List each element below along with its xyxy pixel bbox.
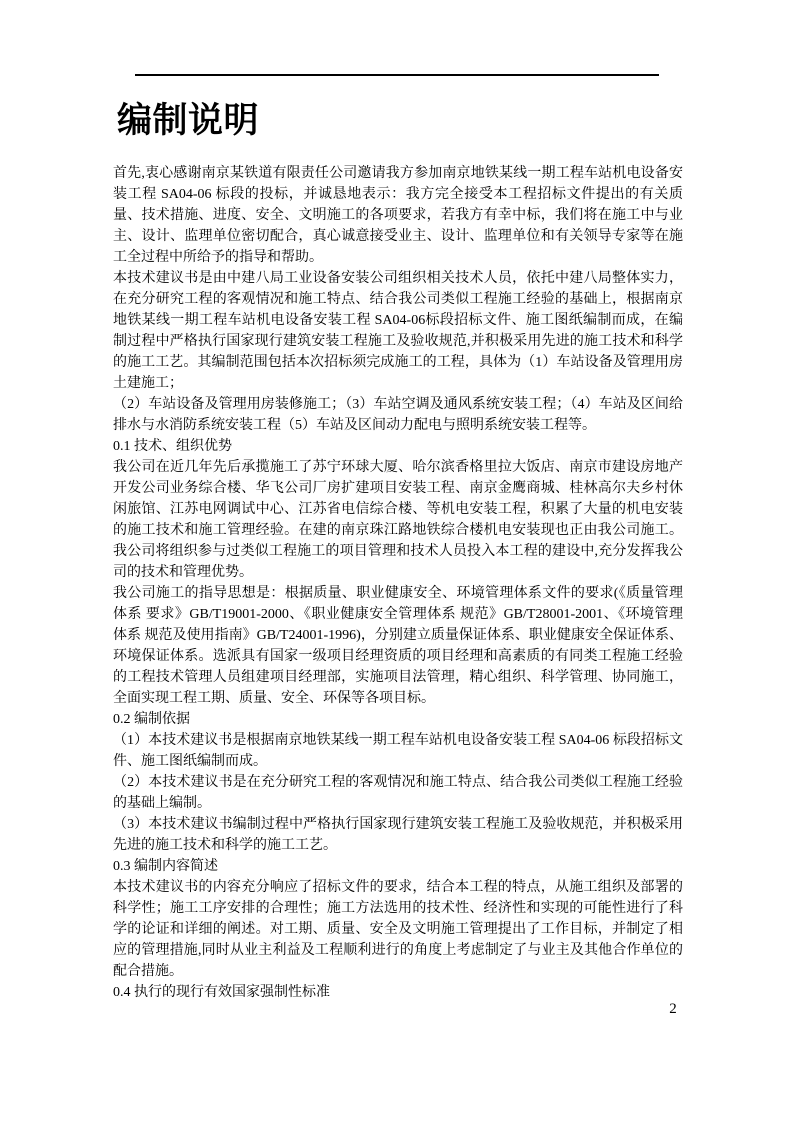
body-paragraph: 本技术建议书的内容充分响应了招标文件的要求，结合本工程的特点，从施工组织及部署的科学性；施工工序安排的合理性；施工方法选用的技术性、经济性和实现的可能性进行了科学的论证和详细的阐述。对工期、质量、安全及文明施工管理提出了工作目标，并制定了相应的管理措施,同时从业主利益及工程顺利进行的角度上考虑制定了与业主及其他合作单位的配合措施。 [113,880,683,979]
section-heading-0-2: 0.2 编制依据 [113,712,190,727]
body-paragraph: 我公司在近几年先后承揽施工了苏宁环球大厦、哈尔滨香格里拉大饭店、南京市建设房地产开发公司业务综合楼、华飞公司厂房扩建项目安装工程、南京金鹰商城、桂林高尔夫乡村休闲旅馆、江苏电网调试中心、江苏省电信综合楼、等机电安装工程，积累了大量的机电安装的施工技术和施工管理经验。在建的南京珠江路地铁综合楼机电安装现也正由我公司施工。我公司将组织参与过类似工程施工的项目管理和技术人员投入本工程的建设中,充分发挥我公司的技术和管理优势。 [113,460,683,580]
body-paragraph: 本技术建议书是由中建八局工业设备安装公司组织相关技术人员，依托中建八局整体实力，在充分研究工程的客观情况和施工特点、结合我公司类似工程施工经验的基础上，根据南京地铁某线一期工程车站机电设备安装工程 SA04-06标段招标文件、施工图纸编制而成，在编制过程中严格执行国家现行建筑安装工程施工及验收规范,并积极采用先进的施工技术和科学的施工工艺。其编制范围包括本次招标须完成施工的工程，具体为（1）车站设备及管理用房土建施工； [113,271,683,391]
section-heading-0-4: 0.4 执行的现行有效国家强制性标准 [113,985,330,1000]
body-paragraph: 首先,衷心感谢南京某铁道有限责任公司邀请我方参加南京地铁某线一期工程车站机电设备安装工程 SA04-06 标段的投标，并诚恳地表示：我方完全接受本工程招标文件提出的有关质量、技术措施、进度、安全、文明施工的各项要求，若我方有幸中标，我们将在施工中与业主、设计、监理单位密切配合，真心诚意接受业主、设计、监理单位和有关领导专家等在施工全过程中所给予的指导和帮助。 [113,166,683,265]
body-paragraph: （3）本技术建议书编制过程中严格执行国家现行建筑安装工程施工及验收规范，并积极采用先进的施工技术和科学的施工工艺。 [113,817,683,853]
body-paragraph: （2）车站设备及管理用房装修施工；（3）车站空调及通风系统安装工程；（4）车站及区间给排水与水消防系统安装工程（5）车站及区间动力配电与照明系统安装工程等。 [113,397,683,433]
section-heading-0-1: 0.1 技术、组织优势 [113,439,232,454]
page-number: 2 [669,1001,677,1017]
page-title: 编制说明 [117,101,260,140]
header-rule [135,74,659,76]
body-paragraph: （1）本技术建议书是根据南京地铁某线一期工程车站机电设备安装工程 SA04-06 标段招标文件、施工图纸编制而成。 [113,733,683,769]
body-paragraph: 我公司施工的指导思想是：根据质量、职业健康安全、环境管理体系文件的要求(《质量管理体系 要求》GB/T19001-2000、《职业健康安全管理体系 规范》GB/T28001-2001、《环境管理体系 规范及使用指南》GB/T24001-1996)，分别建立质量保证体系、职业健康安全保证体系、环境保证体系。选派具有国家一级项目经理资质的项目经理和高素质的有同类工程施工经验的工程技术管理人员组建项目经理部，实施项目法管理，精心组织、科学管理、协同施工，全面实现工程工期、质量、安全、环保等各项目标。 [113,586,683,706]
body-paragraph: （2）本技术建议书是在充分研究工程的客观情况和施工特点、结合我公司类似工程施工经验的基础上编制。 [113,775,683,811]
section-heading-0-3: 0.3 编制内容简述 [113,859,218,874]
document-body [113,163,683,1003]
